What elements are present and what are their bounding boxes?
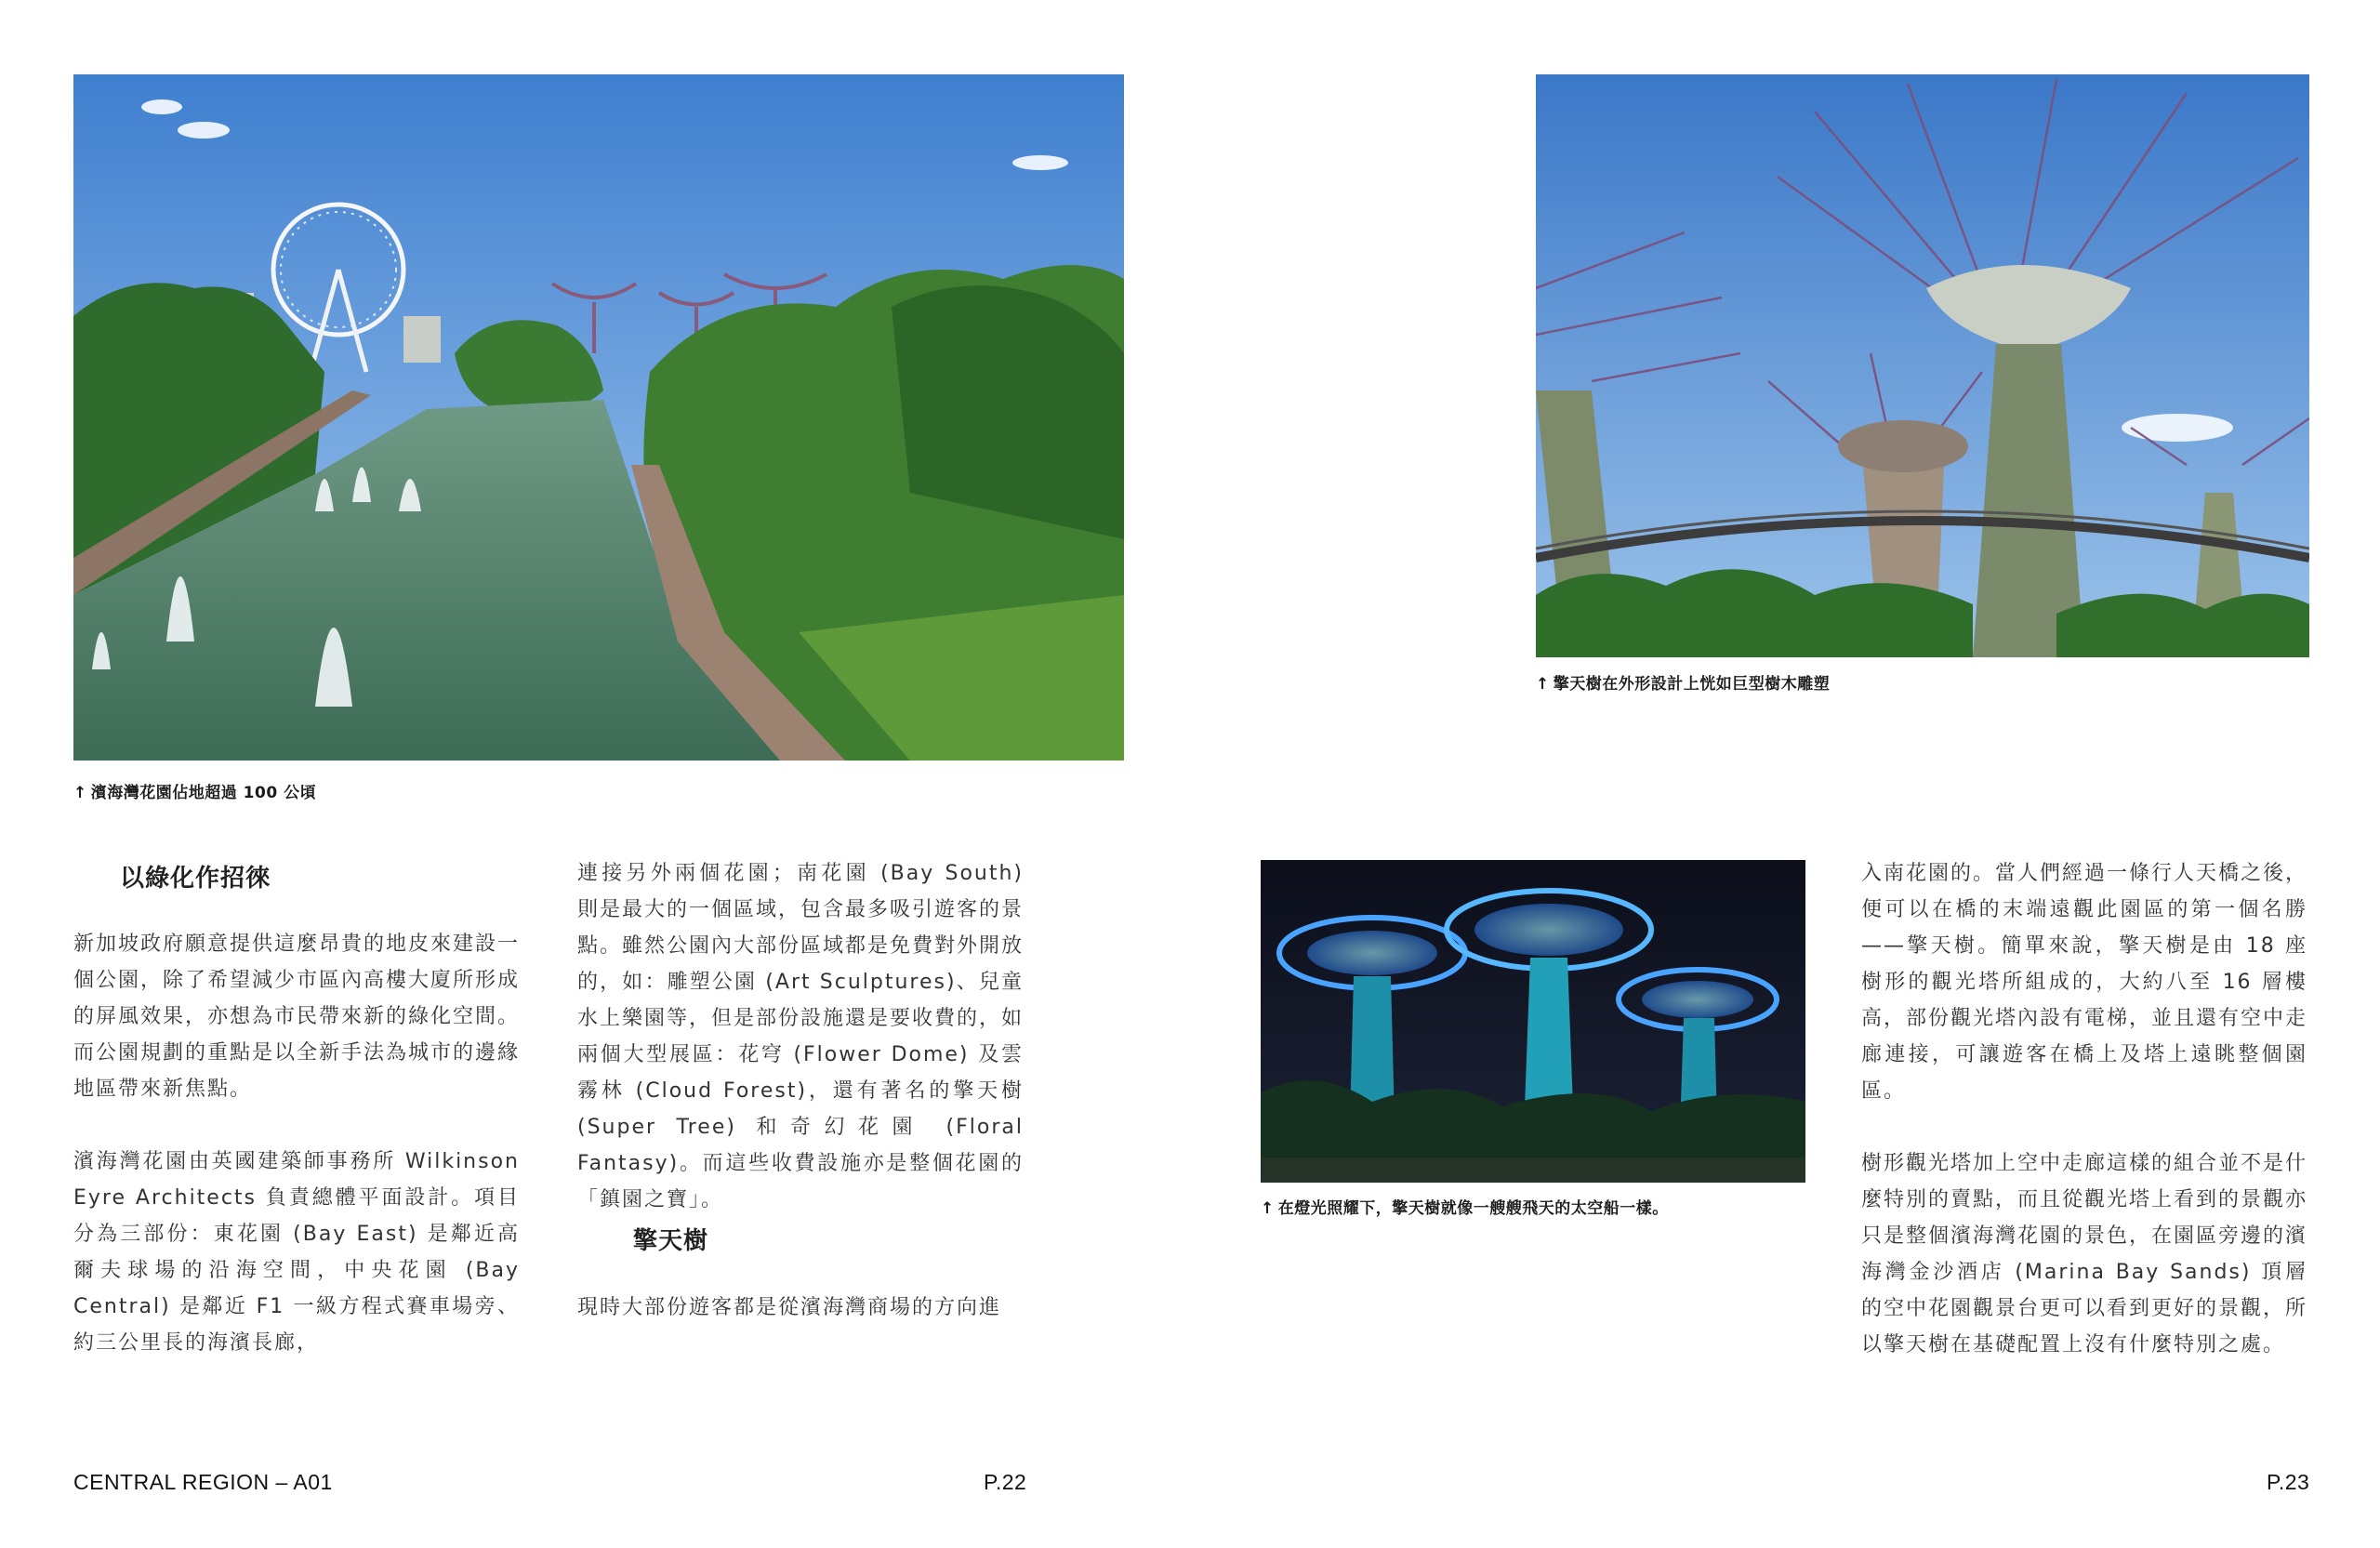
text-column-right	[1861, 855, 2307, 1363]
photo-caption-gardens	[73, 779, 316, 802]
text-column-2	[577, 855, 1024, 1218]
caption-arrow: ↑	[1536, 675, 1550, 694]
photo-caption-supertree-shape	[1536, 670, 1830, 694]
page-number-left: P.22	[984, 1470, 1027, 1494]
section-heading-supertree: 擎天樹	[633, 1227, 709, 1255]
paragraph: 入南花園的。當人們經過一條行人天橋之後，便可以在橋的末端遠觀此園區的第一個名勝——擎天樹。簡單來說，擎天樹是由 18 座樹形的觀光塔所組成的，大約八至 16 層樓高，部份觀光塔內設有電梯，並且還有空中走廊連接，可讓遊客在橋上及塔上遠眺整個園區。	[1861, 862, 2308, 1103]
gardens-waterfront-photo	[73, 74, 1124, 761]
paragraph: 新加坡政府願意提供這麼昂貴的地皮來建設一個公園，除了希望減少市區內高樓大廈所形成的屏風效果，亦想為市民帶來新的綠化空間。而公園規劃的重點是以全新手法為城市的邊緣地區帶來新焦點。	[73, 933, 521, 1101]
supertree-skyway-illustration	[1536, 74, 2309, 657]
supertree-night-illustration	[1261, 860, 1805, 1183]
paragraph: 連接另外兩個花園；南花園 (Bay South) 則是最大的一個區域，包含最多吸引遊客的景點。雖然公園內大部份區域都是免費對外開放的，如：雕塑公園 (Art Sculptures)、兒童水上樂園等，但是部份設施還是要收費的，如兩個大型展區：花穹 (Flower Dome) 及雲霧林 (Cloud Forest)，還有著名的擎天樹 (Super Tree) 和奇幻花園 (Floral Fantasy)。而這些收費設施亦是整個花園的「鎮園之寶」。	[577, 862, 1025, 1211]
paragraph: 樹形觀光塔加上空中走廊這樣的組合並不是什麼特別的賣點，而且從觀光塔上看到的景觀亦只是整個濱海灣花園的景色，在園區旁邊的濱海灣金沙酒店 (Marina Bay Sands) 頂層的空中花園觀景台更可以看到更好的景觀，所以擎天樹在基礎配置上沒有什麼特別之處。	[1861, 1152, 2308, 1356]
paragraph: 現時大部份遊客都是從濱海灣商場的方向進	[577, 1296, 1002, 1319]
caption-text: 擎天樹在外形設計上恍如巨型樹木雕塑	[1553, 675, 1831, 694]
caption-arrow: ↑	[1261, 1199, 1275, 1218]
caption-text: 在燈光照耀下，擎天樹就像一艘艘飛天的太空船一樣。	[1277, 1199, 1669, 1218]
gardens-waterfront-illustration	[73, 74, 1124, 761]
supertree-night-photo	[1261, 860, 1805, 1183]
caption-arrow: ↑	[73, 784, 87, 802]
text-column-1	[73, 926, 520, 1361]
caption-text: 濱海灣花園佔地超過 100 公頃	[90, 784, 317, 802]
section-heading-greening: 以綠化作招徠	[120, 865, 271, 893]
supertree-skyway-photo	[1536, 74, 2309, 657]
paragraph: 濱海灣花園由英國建築師事務所 Wilkinson Eyre Architects 負責總體平面設計。項目分為三部份：東花園 (Bay East) 是鄰近高爾夫球場的沿海空間，中央花園 (Bay Central) 是鄰近 F1 一級方程式賽車場旁、約三公里長的海濱長廊，	[73, 1150, 520, 1355]
page-number-right: P.23	[2267, 1470, 2310, 1494]
photo-caption-supertree-night	[1261, 1195, 1669, 1218]
text-column-2-continued	[577, 1290, 1024, 1326]
footer-region: CENTRAL REGION – A01	[73, 1470, 333, 1494]
